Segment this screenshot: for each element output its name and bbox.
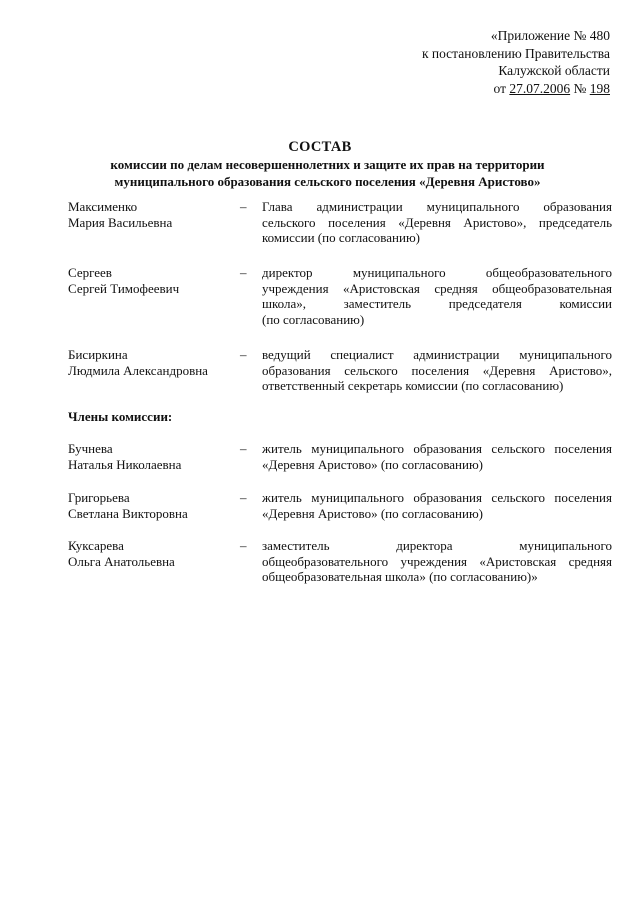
entry-dash: – <box>240 441 247 456</box>
role-line: директор муниципального общеобразовательного <box>262 265 612 280</box>
person-name <box>68 347 233 378</box>
subtitle-line-1: комиссии по делам несовершеннолетних и защите их прав на территории <box>110 157 545 172</box>
given-names: Мария Васильевна <box>68 214 173 230</box>
role-line: (по согласованию) <box>262 311 365 327</box>
person-name <box>68 538 233 569</box>
surname: Бучнева <box>68 441 113 456</box>
surname: Бисиркина <box>68 347 128 362</box>
given-names: Светлана Викторовна <box>68 505 188 521</box>
role-line: «Деревня Аристово» (по согласованию) <box>262 505 484 521</box>
role-description <box>262 199 612 246</box>
role-line: ответственный секретарь комиссии (по согласованию) <box>262 378 564 393</box>
role-line: «Деревня Аристово» (по согласованию) <box>262 456 484 472</box>
page-title: СОСТАВ <box>288 139 352 155</box>
appendix-number: «Приложение № 480 <box>490 28 610 43</box>
given-names: Людмила Александровна <box>68 362 208 378</box>
role-line: комиссии (по согласованию) <box>262 230 420 245</box>
appendix-date: 27.07.2006 <box>509 80 571 96</box>
role-line: житель муниципального образования сельского поселения <box>262 441 612 456</box>
given-names: Наталья Николаевна <box>68 456 182 472</box>
entry-dash: – <box>240 490 247 505</box>
role-description <box>262 441 612 472</box>
role-line: ведущий специалист администрации муниципального <box>262 347 612 362</box>
appendix-region: Калужской области <box>498 63 610 78</box>
person-name <box>68 441 233 472</box>
role-line: общеобразовательная школа» (по согласованию)» <box>262 569 538 584</box>
role-description <box>262 490 612 521</box>
surname: Куксарева <box>68 538 124 553</box>
subtitle-line-2: муниципального образования сельского поселения «Деревня Аристово» <box>114 174 541 189</box>
given-names: Сергей Тимофеевич <box>68 280 180 296</box>
role-line: образования сельского поселения «Деревня Аристово», <box>262 362 612 378</box>
page-subtitle <box>60 156 595 190</box>
person-name <box>68 265 233 296</box>
role-line: сельского поселения «Деревня Аристово», председатель <box>262 214 612 230</box>
appendix-header <box>422 27 610 97</box>
role-line: заместитель директора муниципального <box>262 538 612 553</box>
number-separator: № <box>570 80 590 96</box>
role-line: школа», заместитель председателя комиссии <box>262 296 612 311</box>
given-names: Ольга Анатольевна <box>68 553 175 569</box>
appendix-date-line <box>422 80 610 98</box>
role-line: житель муниципального образования сельского поселения <box>262 490 612 505</box>
surname: Максименко <box>68 199 138 214</box>
role-line: общеобразовательного учреждения «Аристовская средняя <box>262 553 612 569</box>
date-prefix: от <box>493 80 510 96</box>
person-name <box>68 199 233 230</box>
role-line: учреждения «Аристовская средняя общеобразовательная <box>262 280 612 296</box>
members-heading: Члены комиссии: <box>68 409 173 424</box>
role-description <box>262 347 612 394</box>
person-name <box>68 490 233 521</box>
role-description <box>262 265 612 327</box>
surname: Григорьева <box>68 490 130 505</box>
role-line: Глава администрации муниципального образования <box>262 199 612 214</box>
entry-dash: – <box>240 538 247 553</box>
surname: Сергеев <box>68 265 112 280</box>
appendix-resolution: к постановлению Правительства <box>421 45 610 61</box>
entry-dash: – <box>240 347 247 362</box>
entry-dash: – <box>240 265 247 280</box>
entry-dash: – <box>240 199 247 214</box>
appendix-doc-number: 198 <box>589 80 610 96</box>
role-description <box>262 538 612 585</box>
